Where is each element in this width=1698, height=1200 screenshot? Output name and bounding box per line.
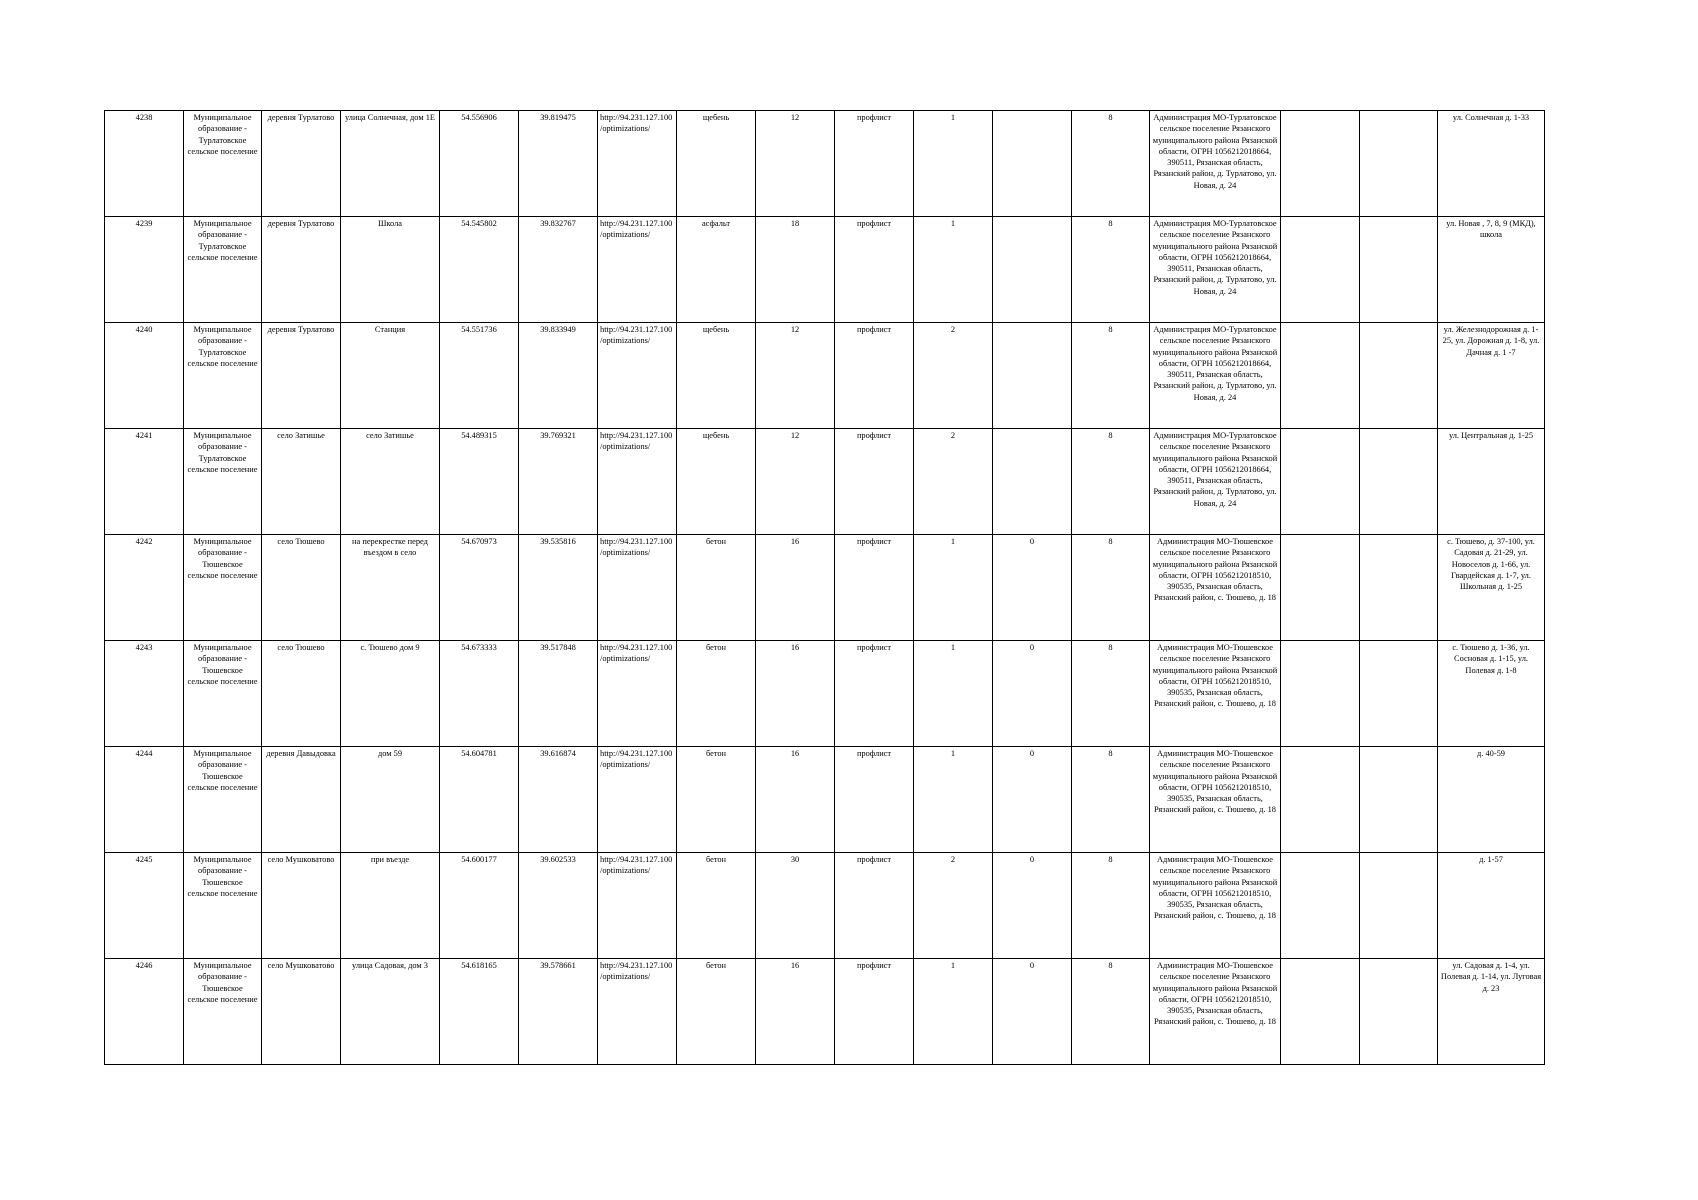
cell-col-16 — [1360, 217, 1438, 323]
cell-longitude: 39.769321 — [519, 429, 598, 535]
cell-municipality: Муниципальное образование - Турлатовское сельское поселение — [184, 217, 262, 323]
cell-col-16 — [1360, 535, 1438, 641]
cell-site-location: дом 59 — [341, 747, 440, 853]
cell-col-16 — [1360, 959, 1438, 1065]
cell-volume: 8 — [1072, 853, 1150, 959]
cell-latitude: 54.489315 — [440, 429, 519, 535]
cell-col-16 — [1360, 111, 1438, 217]
cell-volume: 8 — [1072, 641, 1150, 747]
cell-municipality: Муниципальное образование - Тюшевское сельское поселение — [184, 747, 262, 853]
cell-site-location: улица Садовая, дом 3 — [341, 959, 440, 1065]
cell-site-location: с. Тюшево дом 9 — [341, 641, 440, 747]
cell-owner: Администрация МО-Тюшевское сельское поселение Рязанского муниципального района Рязанской области, ОГРН 1056212018510, 390535, Рязанская область, Рязанский район, с. Тюшево, д. 18 — [1150, 535, 1281, 641]
cell-url: http://94.231.127.100/optimizations/ — [598, 535, 677, 641]
cell-surface: щебень — [677, 111, 756, 217]
cell-volume: 8 — [1072, 959, 1150, 1065]
cell-settlement: деревня Турлатово — [262, 217, 341, 323]
cell-bunker: 0 — [993, 853, 1072, 959]
cell-longitude: 39.517848 — [519, 641, 598, 747]
cell-fence: профлист — [835, 959, 914, 1065]
cell-served-addresses: ул. Железнодорожная д. 1-25, ул. Дорожная д. 1-8, ул. Дачная д. 1 -7 — [1438, 323, 1545, 429]
cell-containers: 2 — [914, 429, 993, 535]
cell-volume: 8 — [1072, 429, 1150, 535]
cell-area: 12 — [756, 429, 835, 535]
cell-col-16 — [1360, 429, 1438, 535]
cell-bunker: 0 — [993, 641, 1072, 747]
table-body — [105, 111, 1545, 1065]
cell-col-15 — [1281, 959, 1360, 1065]
cell-fence: профлист — [835, 535, 914, 641]
cell-owner: Администрация МО-Тюшевское сельское поселение Рязанского муниципального района Рязанской области, ОГРН 1056212018510, 390535, Рязанская область, Рязанский район, с. Тюшево, д. 18 — [1150, 747, 1281, 853]
cell-served-addresses: ул. Садовая д. 1-4, ул. Полевая д. 1-14, ул. Луговая д. 23 — [1438, 959, 1545, 1065]
cell-area: 18 — [756, 217, 835, 323]
cell-area: 16 — [756, 535, 835, 641]
table-row — [105, 217, 1545, 323]
cell-col-15 — [1281, 747, 1360, 853]
cell-row-number: 4238 — [105, 111, 184, 217]
cell-owner: Администрация МО-Турлатовское сельское поселение Рязанского муниципального района Рязанской области, ОГРН 1056212018664, 390511, Рязанская область, Рязанский район, д. Турлатово, ул. Новая, д. 24 — [1150, 323, 1281, 429]
cell-area: 30 — [756, 853, 835, 959]
cell-surface: асфальт — [677, 217, 756, 323]
cell-containers: 2 — [914, 853, 993, 959]
table-row — [105, 959, 1545, 1065]
cell-col-15 — [1281, 429, 1360, 535]
cell-col-15 — [1281, 535, 1360, 641]
cell-bunker — [993, 111, 1072, 217]
cell-fence: профлист — [835, 747, 914, 853]
cell-site-location: Станция — [341, 323, 440, 429]
cell-col-15 — [1281, 323, 1360, 429]
cell-col-15 — [1281, 111, 1360, 217]
cell-bunker — [993, 429, 1072, 535]
table-row — [105, 111, 1545, 217]
cell-volume: 8 — [1072, 217, 1150, 323]
cell-surface: щебень — [677, 323, 756, 429]
cell-served-addresses: ул. Солнечная д. 1-33 — [1438, 111, 1545, 217]
cell-latitude: 54.551736 — [440, 323, 519, 429]
cell-served-addresses: ул. Новая , 7, 8, 9 (МКД), школа — [1438, 217, 1545, 323]
cell-col-16 — [1360, 747, 1438, 853]
cell-row-number: 4242 — [105, 535, 184, 641]
table-row — [105, 853, 1545, 959]
cell-url: http://94.231.127.100/optimizations/ — [598, 217, 677, 323]
cell-served-addresses: с. Тюшево д. 1-36, ул. Сосновая д. 1-15, ул. Полевая д. 1-8 — [1438, 641, 1545, 747]
cell-latitude: 54.556906 — [440, 111, 519, 217]
cell-served-addresses: с. Тюшево, д. 37-100, ул. Садовая д. 21-29, ул. Новоселов д. 1-66, ул. Гвардейская д. 1-7, ул. Школьная д. 1-25 — [1438, 535, 1545, 641]
cell-row-number: 4239 — [105, 217, 184, 323]
cell-municipality: Муниципальное образование - Тюшевское сельское поселение — [184, 535, 262, 641]
cell-containers: 1 — [914, 747, 993, 853]
cell-row-number: 4245 — [105, 853, 184, 959]
cell-served-addresses: ул. Центральная д. 1-25 — [1438, 429, 1545, 535]
cell-longitude: 39.535816 — [519, 535, 598, 641]
cell-site-location: село Затишье — [341, 429, 440, 535]
cell-site-location: улица Солнечная, дом 1Е — [341, 111, 440, 217]
cell-latitude: 54.600177 — [440, 853, 519, 959]
cell-site-location: при въезде — [341, 853, 440, 959]
cell-municipality: Муниципальное образование - Турлатовское сельское поселение — [184, 429, 262, 535]
cell-row-number: 4244 — [105, 747, 184, 853]
cell-longitude: 39.616874 — [519, 747, 598, 853]
cell-col-15 — [1281, 217, 1360, 323]
cell-url: http://94.231.127.100/optimizations/ — [598, 747, 677, 853]
cell-settlement: село Тюшево — [262, 641, 341, 747]
cell-area: 12 — [756, 323, 835, 429]
cell-latitude: 54.673333 — [440, 641, 519, 747]
cell-area: 12 — [756, 111, 835, 217]
cell-col-15 — [1281, 853, 1360, 959]
cell-row-number: 4246 — [105, 959, 184, 1065]
cell-url: http://94.231.127.100/optimizations/ — [598, 429, 677, 535]
cell-latitude: 54.618165 — [440, 959, 519, 1065]
cell-settlement: деревня Давыдовка — [262, 747, 341, 853]
cell-col-16 — [1360, 641, 1438, 747]
cell-served-addresses: д. 1-57 — [1438, 853, 1545, 959]
cell-containers: 1 — [914, 535, 993, 641]
cell-owner: Администрация МО-Турлатовское сельское поселение Рязанского муниципального района Рязанской области, ОГРН 1056212018664, 390511, Рязанская область, Рязанский район, д. Турлатово, ул. Новая, д. 24 — [1150, 217, 1281, 323]
cell-url: http://94.231.127.100/optimizations/ — [598, 111, 677, 217]
cell-containers: 1 — [914, 959, 993, 1065]
data-table — [104, 110, 1545, 1065]
cell-url: http://94.231.127.100/optimizations/ — [598, 959, 677, 1065]
cell-settlement: деревня Турлатово — [262, 323, 341, 429]
cell-fence: профлист — [835, 111, 914, 217]
cell-municipality: Муниципальное образование - Турлатовское сельское поселение — [184, 323, 262, 429]
cell-volume: 8 — [1072, 747, 1150, 853]
cell-volume: 8 — [1072, 535, 1150, 641]
cell-settlement: село Мушковатово — [262, 959, 341, 1065]
cell-containers: 1 — [914, 217, 993, 323]
cell-owner: Администрация МО-Тюшевское сельское поселение Рязанского муниципального района Рязанской области, ОГРН 1056212018510, 390535, Рязанская область, Рязанский район, с. Тюшево, д. 18 — [1150, 853, 1281, 959]
cell-settlement: село Тюшево — [262, 535, 341, 641]
cell-bunker: 0 — [993, 959, 1072, 1065]
cell-site-location: Школа — [341, 217, 440, 323]
cell-bunker — [993, 323, 1072, 429]
cell-municipality: Муниципальное образование - Тюшевское сельское поселение — [184, 959, 262, 1065]
cell-surface: бетон — [677, 747, 756, 853]
cell-url: http://94.231.127.100/optimizations/ — [598, 323, 677, 429]
cell-bunker: 0 — [993, 535, 1072, 641]
cell-surface: бетон — [677, 535, 756, 641]
cell-served-addresses: д. 40-59 — [1438, 747, 1545, 853]
table-row — [105, 641, 1545, 747]
cell-col-16 — [1360, 853, 1438, 959]
cell-surface: бетон — [677, 959, 756, 1065]
cell-bunker: 0 — [993, 747, 1072, 853]
table-row — [105, 323, 1545, 429]
cell-surface: бетон — [677, 853, 756, 959]
cell-surface: щебень — [677, 429, 756, 535]
cell-fence: профлист — [835, 323, 914, 429]
cell-site-location: на перекрестке перед въездом в село — [341, 535, 440, 641]
cell-bunker — [993, 217, 1072, 323]
cell-longitude: 39.832767 — [519, 217, 598, 323]
table-row — [105, 429, 1545, 535]
cell-fence: профлист — [835, 641, 914, 747]
cell-owner: Администрация МО-Тюшевское сельское поселение Рязанского муниципального района Рязанской области, ОГРН 1056212018510, 390535, Рязанская область, Рязанский район, с. Тюшево, д. 18 — [1150, 641, 1281, 747]
cell-settlement: село Мушковатово — [262, 853, 341, 959]
table-row — [105, 747, 1545, 853]
cell-latitude: 54.604781 — [440, 747, 519, 853]
cell-settlement: деревня Турлатово — [262, 111, 341, 217]
cell-municipality: Муниципальное образование - Тюшевское сельское поселение — [184, 853, 262, 959]
cell-area: 16 — [756, 747, 835, 853]
cell-longitude: 39.833949 — [519, 323, 598, 429]
cell-fence: профлист — [835, 429, 914, 535]
cell-longitude: 39.602533 — [519, 853, 598, 959]
cell-longitude: 39.819475 — [519, 111, 598, 217]
cell-col-15 — [1281, 641, 1360, 747]
cell-url: http://94.231.127.100/optimizations/ — [598, 853, 677, 959]
cell-area: 16 — [756, 959, 835, 1065]
cell-surface: бетон — [677, 641, 756, 747]
cell-fence: профлист — [835, 853, 914, 959]
cell-containers: 2 — [914, 323, 993, 429]
cell-col-16 — [1360, 323, 1438, 429]
cell-owner: Администрация МО-Турлатовское сельское поселение Рязанского муниципального района Рязанской области, ОГРН 1056212018664, 390511, Рязанская область, Рязанский район, д. Турлатово, ул. Новая, д. 24 — [1150, 429, 1281, 535]
cell-area: 16 — [756, 641, 835, 747]
cell-longitude: 39.578661 — [519, 959, 598, 1065]
cell-latitude: 54.670973 — [440, 535, 519, 641]
cell-row-number: 4243 — [105, 641, 184, 747]
cell-containers: 1 — [914, 641, 993, 747]
cell-settlement: село Затишье — [262, 429, 341, 535]
cell-containers: 1 — [914, 111, 993, 217]
cell-fence: профлист — [835, 217, 914, 323]
cell-row-number: 4240 — [105, 323, 184, 429]
cell-owner: Администрация МО-Тюшевское сельское поселение Рязанского муниципального района Рязанской области, ОГРН 1056212018510, 390535, Рязанская область, Рязанский район, с. Тюшево, д. 18 — [1150, 959, 1281, 1065]
table-row — [105, 535, 1545, 641]
cell-latitude: 54.545802 — [440, 217, 519, 323]
cell-volume: 8 — [1072, 323, 1150, 429]
cell-municipality: Муниципальное образование - Турлатовское сельское поселение — [184, 111, 262, 217]
cell-volume: 8 — [1072, 111, 1150, 217]
cell-url: http://94.231.127.100/optimizations/ — [598, 641, 677, 747]
cell-municipality: Муниципальное образование - Тюшевское сельское поселение — [184, 641, 262, 747]
cell-owner: Администрация МО-Турлатовское сельское поселение Рязанского муниципального района Рязанской области, ОГРН 1056212018664, 390511, Рязанская область, Рязанский район, д. Турлатово, ул. Новая, д. 24 — [1150, 111, 1281, 217]
cell-row-number: 4241 — [105, 429, 184, 535]
